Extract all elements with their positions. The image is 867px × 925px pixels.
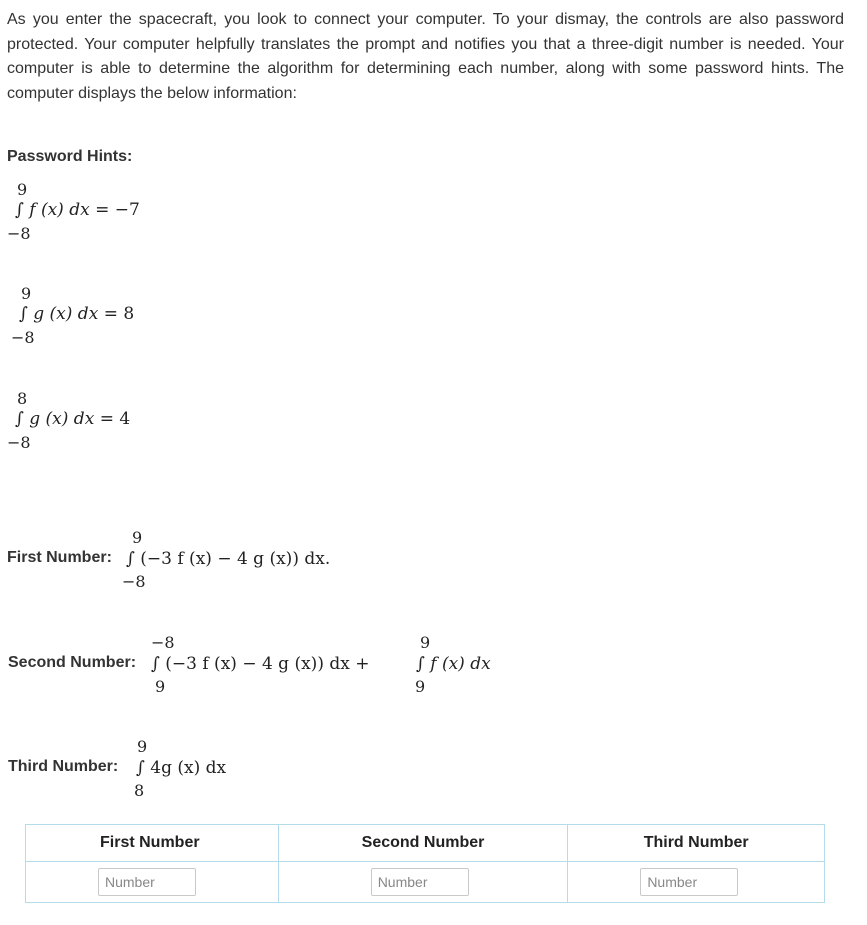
header-third-number: Third Number	[568, 825, 825, 862]
integrand-text: g (x) dx	[33, 304, 99, 324]
third-number-label: Third Number:	[8, 758, 119, 775]
hint-integral-1	[7, 180, 207, 243]
upper-limit-2: 9	[420, 633, 431, 652]
hint-value: = 4	[99, 409, 131, 429]
answer-table	[25, 824, 825, 903]
first-number-cell	[26, 862, 279, 903]
upper-limit: 9	[137, 737, 148, 756]
first-number-label: First Number:	[7, 549, 112, 566]
integrand-text: (−3 f (x) − 4 g (x)) dx.	[140, 549, 331, 569]
first-number-input[interactable]	[98, 868, 196, 896]
header-first-number: First Number	[26, 825, 279, 862]
hint-integral-3	[7, 389, 207, 452]
integrand-text-2: f (x) dx	[430, 654, 491, 674]
second-number-label: Second Number:	[8, 654, 137, 671]
hint-integral-2	[11, 284, 211, 347]
answer-table-input-row	[26, 862, 825, 903]
answer-table-header-row	[26, 825, 825, 862]
integrand: ∫ (−3 f (x) − 4 g (x)) dx +	[151, 654, 370, 674]
intro-paragraph: As you enter the spacecraft, you look to connect your computer. To your dismay, the controls are also password protected. Your computer helpfully translates the prompt and notifies you that a three-digit number is needed. Your computer is able to determine the algorithm for determining each number, along with some password hints. The computer displays the below information:	[7, 11, 844, 102]
second-number-integral	[147, 633, 527, 697]
integrand: ∫ g (x) dx = 8	[19, 304, 135, 324]
integrand-text: 4g (x) dx	[150, 758, 227, 778]
lower-limit: −8	[11, 328, 35, 347]
hint-value: = 8	[103, 304, 135, 324]
second-number-input[interactable]	[371, 868, 469, 896]
integrand: ∫ f (x) dx = −7	[15, 200, 140, 220]
lower-limit: −8	[7, 433, 31, 452]
password-hints-heading: Password Hints:	[7, 148, 133, 165]
upper-limit: 8	[17, 389, 28, 408]
third-number-integral	[132, 737, 292, 801]
lower-limit: −8	[122, 572, 146, 591]
upper-limit: −8	[151, 633, 175, 652]
integrand-2: ∫ f (x) dx	[416, 654, 491, 674]
second-number-cell	[278, 862, 568, 903]
lower-limit: 8	[134, 781, 145, 800]
integrand: ∫ g (x) dx = 4	[15, 409, 131, 429]
integrand: ∫ (−3 f (x) − 4 g (x)) dx.	[126, 549, 331, 569]
upper-limit: 9	[132, 528, 143, 547]
hint-value: = −7	[95, 200, 140, 220]
integrand-text: g (x) dx	[29, 409, 95, 429]
third-number-input[interactable]	[640, 868, 738, 896]
integrand: ∫ 4g (x) dx	[136, 758, 227, 778]
lower-limit: −8	[7, 224, 31, 243]
integrand-text: (−3 f (x) − 4 g (x)) dx +	[165, 654, 370, 674]
header-second-number: Second Number	[278, 825, 568, 862]
third-number-cell	[568, 862, 825, 903]
lower-limit: 9	[155, 677, 166, 696]
lower-limit-2: 9	[415, 677, 426, 696]
integrand-text: f (x) dx	[29, 200, 90, 220]
upper-limit: 9	[21, 284, 32, 303]
first-number-integral	[122, 528, 382, 592]
upper-limit: 9	[17, 180, 28, 199]
